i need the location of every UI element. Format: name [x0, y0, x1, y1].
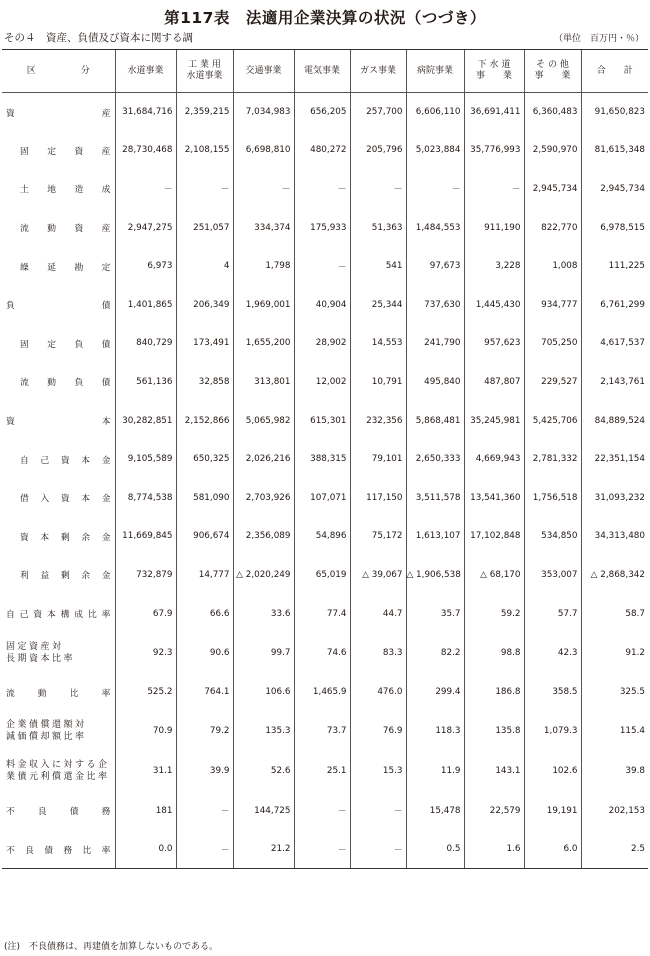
- row-label-text: 不 良 債 務 比 率: [6, 845, 111, 856]
- table-cell: 15.3: [350, 751, 406, 791]
- table-cell: 4: [176, 247, 233, 286]
- footnote: (注) 不良債務は、再建債を加算しないものである。: [4, 942, 219, 952]
- financial-table: [2, 49, 648, 869]
- table-cell: 358.5: [524, 673, 581, 712]
- table-cell: 31,684,716: [115, 93, 176, 132]
- table-cell: 173,491: [176, 324, 233, 363]
- row-label: [2, 673, 115, 712]
- table-cell: 1.6: [464, 830, 524, 869]
- table-row: [2, 791, 648, 830]
- table-cell: 822,770: [524, 208, 581, 247]
- header-col: 水道事業: [115, 50, 176, 93]
- table-cell: 21.2: [233, 830, 294, 869]
- table-cell: 934,777: [524, 285, 581, 324]
- table-cell: 581,090: [176, 478, 233, 517]
- table-row: [2, 633, 648, 673]
- table-row: [2, 93, 648, 132]
- header-col: 下 水 道 事 業: [464, 50, 524, 93]
- table-cell: 14,553: [350, 324, 406, 363]
- row-label: [2, 363, 115, 402]
- table-cell: 84,889,524: [581, 401, 648, 440]
- table-row: [2, 830, 648, 869]
- table-cell: 495,840: [406, 363, 464, 402]
- row-label: [2, 751, 115, 791]
- table-cell: 34,313,480: [581, 517, 648, 556]
- table-cell: 205,796: [350, 131, 406, 170]
- table-cell: 1,969,001: [233, 285, 294, 324]
- table-cell: 52.6: [233, 751, 294, 791]
- table-cell: 732,879: [115, 556, 176, 595]
- table-cell: 14,777: [176, 556, 233, 595]
- table-body: [2, 93, 648, 869]
- table-title: 第117表 法適用企業決算の状況（つづき）: [164, 9, 486, 27]
- table-cell: －: [406, 170, 464, 209]
- table-cell: 2,945,734: [524, 170, 581, 209]
- table-cell: 313,801: [233, 363, 294, 402]
- table-cell: 90.6: [176, 633, 233, 673]
- table-cell: 92.3: [115, 633, 176, 673]
- table-cell: 186.8: [464, 673, 524, 712]
- table-cell: 35.7: [406, 594, 464, 633]
- table-cell: 2,781,332: [524, 440, 581, 479]
- table-cell: 0.5: [406, 830, 464, 869]
- row-label-text: 固 定 資 産: [20, 146, 111, 157]
- row-label-text: 固 定 負 債: [20, 339, 111, 350]
- row-label-text: 流 動 比 率: [6, 688, 111, 699]
- table-cell: 5,868,481: [406, 401, 464, 440]
- table-row: [2, 556, 648, 595]
- table-cell: －: [294, 830, 350, 869]
- table-cell: 6.0: [524, 830, 581, 869]
- table-row: [2, 673, 648, 712]
- table-cell: 135.3: [233, 711, 294, 751]
- table-cell: 911,190: [464, 208, 524, 247]
- row-label: [2, 324, 115, 363]
- table-cell: 1,079.3: [524, 711, 581, 751]
- table-cell: 82.2: [406, 633, 464, 673]
- table-cell: 2.5: [581, 830, 648, 869]
- table-cell: 36,691,411: [464, 93, 524, 132]
- table-cell: －: [294, 247, 350, 286]
- table-cell: 102.6: [524, 751, 581, 791]
- row-label: [2, 131, 115, 170]
- table-cell: 13,541,360: [464, 478, 524, 517]
- table-cell: －: [233, 170, 294, 209]
- table-cell: 77.4: [294, 594, 350, 633]
- table-cell: 181: [115, 791, 176, 830]
- table-cell: 7,034,983: [233, 93, 294, 132]
- table-cell: 561,136: [115, 363, 176, 402]
- table-cell: 81,615,348: [581, 131, 648, 170]
- table-cell: 57.7: [524, 594, 581, 633]
- table-cell: 106.6: [233, 673, 294, 712]
- table-cell: 1,484,553: [406, 208, 464, 247]
- row-label: [2, 478, 115, 517]
- row-label: [2, 247, 115, 286]
- table-cell: △ 68,170: [464, 556, 524, 595]
- table-cell: 325.5: [581, 673, 648, 712]
- table-cell: 5,065,982: [233, 401, 294, 440]
- table-cell: 22,351,154: [581, 440, 648, 479]
- table-cell: 115.4: [581, 711, 648, 751]
- header-col: 交通事業: [233, 50, 294, 93]
- table-cell: 1,465.9: [294, 673, 350, 712]
- table-cell: 6,360,483: [524, 93, 581, 132]
- table-cell: 9,105,589: [115, 440, 176, 479]
- table-cell: 840,729: [115, 324, 176, 363]
- table-cell: 2,650,333: [406, 440, 464, 479]
- header-col: ガス事業: [350, 50, 406, 93]
- table-cell: 525.2: [115, 673, 176, 712]
- table-cell: 737,630: [406, 285, 464, 324]
- table-cell: 25.1: [294, 751, 350, 791]
- table-cell: 35,245,981: [464, 401, 524, 440]
- table-cell: 705,250: [524, 324, 581, 363]
- row-label: [2, 791, 115, 830]
- table-cell: 6,606,110: [406, 93, 464, 132]
- table-cell: 76.9: [350, 711, 406, 751]
- table-cell: 241,790: [406, 324, 464, 363]
- table-cell: 51,363: [350, 208, 406, 247]
- table-cell: 353,007: [524, 556, 581, 595]
- table-cell: 17,102,848: [464, 517, 524, 556]
- table-cell: 1,008: [524, 247, 581, 286]
- table-cell: 334,374: [233, 208, 294, 247]
- row-label: [2, 93, 115, 132]
- row-label-text: 負 債: [6, 301, 111, 312]
- table-cell: 202,153: [581, 791, 648, 830]
- row-label: [2, 401, 115, 440]
- table-cell: 54,896: [294, 517, 350, 556]
- table-cell: －: [176, 830, 233, 869]
- table-cell: 91,650,823: [581, 93, 648, 132]
- table-cell: 0.0: [115, 830, 176, 869]
- table-cell: 42.3: [524, 633, 581, 673]
- table-cell: 65,019: [294, 556, 350, 595]
- header-col: 電気事業: [294, 50, 350, 93]
- table-cell: 3,228: [464, 247, 524, 286]
- table-cell: 70.9: [115, 711, 176, 751]
- row-label: [2, 517, 115, 556]
- table-cell: 25,344: [350, 285, 406, 324]
- table-cell: 144,725: [233, 791, 294, 830]
- table-cell: 12,002: [294, 363, 350, 402]
- table-cell: 15,478: [406, 791, 464, 830]
- table-cell: 534,850: [524, 517, 581, 556]
- table-cell: 764.1: [176, 673, 233, 712]
- row-label-text: 借 入 資 本 金: [20, 494, 111, 505]
- row-label-text: 利 益 剰 余 金: [20, 571, 111, 582]
- table-cell: 2,590,970: [524, 131, 581, 170]
- table-row: [2, 170, 648, 209]
- table-cell: 19,191: [524, 791, 581, 830]
- table-row: [2, 324, 648, 363]
- table-cell: －: [350, 170, 406, 209]
- table-cell: 31,093,232: [581, 478, 648, 517]
- row-label: [2, 285, 115, 324]
- table-cell: 1,655,200: [233, 324, 294, 363]
- table-cell: 10,791: [350, 363, 406, 402]
- table-cell: 135.8: [464, 711, 524, 751]
- table-cell: 5,023,884: [406, 131, 464, 170]
- table-cell: 31.1: [115, 751, 176, 791]
- table-cell: 4,669,943: [464, 440, 524, 479]
- table-cell: －: [350, 791, 406, 830]
- row-label: [2, 830, 115, 869]
- table-cell: 97,673: [406, 247, 464, 286]
- row-label: [2, 440, 115, 479]
- table-cell: 40,904: [294, 285, 350, 324]
- row-label: [2, 633, 115, 673]
- row-label-text: 自 己 資 本 金: [20, 455, 111, 466]
- table-cell: 2,703,926: [233, 478, 294, 517]
- row-label-text: 流 動 資 産: [20, 224, 111, 235]
- table-cell: 6,978,515: [581, 208, 648, 247]
- table-cell: 229,527: [524, 363, 581, 402]
- table-cell: 44.7: [350, 594, 406, 633]
- table-subtitle: その４ 資産、負債及び資本に関する調: [4, 32, 193, 44]
- table-cell: 6,761,299: [581, 285, 648, 324]
- table-cell: －: [176, 170, 233, 209]
- row-label: [2, 556, 115, 595]
- table-cell: 111,225: [581, 247, 648, 286]
- table-cell: 6,973: [115, 247, 176, 286]
- table-cell: △ 2,868,342: [581, 556, 648, 595]
- table-cell: △ 39,067: [350, 556, 406, 595]
- table-row: [2, 247, 648, 286]
- table-cell: 107,071: [294, 478, 350, 517]
- row-label-text: 資 本 剰 余 金: [20, 532, 111, 543]
- row-label-text: 繰 延 勘 定: [20, 262, 111, 273]
- header-category: 区 分: [2, 50, 115, 93]
- table-row: [2, 594, 648, 633]
- header-row: [2, 50, 648, 93]
- row-label-text: 企業債償還額対 減価償却額比率: [6, 720, 87, 743]
- table-cell: 6,698,810: [233, 131, 294, 170]
- table-cell: 117,150: [350, 478, 406, 517]
- table-row: [2, 208, 648, 247]
- table-cell: 30,282,851: [115, 401, 176, 440]
- row-label-text: 料金収入に対する企 業債元利償還金比率: [6, 760, 110, 783]
- row-label: [2, 208, 115, 247]
- row-label-text: 土 地 造 成: [20, 185, 111, 196]
- row-label-text: 資 産: [6, 108, 111, 119]
- table-cell: 11.9: [406, 751, 464, 791]
- table-cell: 487,807: [464, 363, 524, 402]
- table-cell: 1,445,430: [464, 285, 524, 324]
- table-cell: 2,143,761: [581, 363, 648, 402]
- table-cell: 79,101: [350, 440, 406, 479]
- table-row: [2, 440, 648, 479]
- table-cell: 2,359,215: [176, 93, 233, 132]
- table-cell: 99.7: [233, 633, 294, 673]
- table-cell: 59.2: [464, 594, 524, 633]
- table-cell: 1,798: [233, 247, 294, 286]
- table-cell: 1,401,865: [115, 285, 176, 324]
- row-label-text: 流 動 負 債: [20, 378, 111, 389]
- table-cell: 257,700: [350, 93, 406, 132]
- table-cell: 22,579: [464, 791, 524, 830]
- table-row: [2, 751, 648, 791]
- table-cell: 8,774,538: [115, 478, 176, 517]
- table-cell: 79.2: [176, 711, 233, 751]
- table-cell: －: [350, 830, 406, 869]
- table-row: [2, 363, 648, 402]
- table-cell: 2,356,089: [233, 517, 294, 556]
- row-label: [2, 594, 115, 633]
- table-row: [2, 401, 648, 440]
- table-cell: 74.6: [294, 633, 350, 673]
- header-col: そ の 他 事 業: [524, 50, 581, 93]
- table-row: [2, 478, 648, 517]
- row-label: [2, 170, 115, 209]
- table-cell: 656,205: [294, 93, 350, 132]
- table-cell: 28,730,468: [115, 131, 176, 170]
- table-cell: 957,623: [464, 324, 524, 363]
- table-cell: 35,776,993: [464, 131, 524, 170]
- table-row: [2, 131, 648, 170]
- table-cell: 906,674: [176, 517, 233, 556]
- row-label-text: 自 己 資 本 構 成 比 率: [6, 610, 111, 621]
- table-cell: 143.1: [464, 751, 524, 791]
- table-cell: 175,933: [294, 208, 350, 247]
- table-cell: －: [464, 170, 524, 209]
- table-cell: 480,272: [294, 131, 350, 170]
- row-label-text: 固定資産対 長期資本比率: [6, 641, 76, 664]
- table-cell: 541: [350, 247, 406, 286]
- table-cell: 232,356: [350, 401, 406, 440]
- table-cell: 75,172: [350, 517, 406, 556]
- table-cell: 2,152,866: [176, 401, 233, 440]
- table-row: [2, 285, 648, 324]
- table-cell: －: [294, 170, 350, 209]
- table-cell: 28,902: [294, 324, 350, 363]
- table-cell: 39.9: [176, 751, 233, 791]
- table-cell: 73.7: [294, 711, 350, 751]
- table-row: [2, 711, 648, 751]
- row-label-text: 資 本: [6, 417, 111, 428]
- table-cell: 206,349: [176, 285, 233, 324]
- table-cell: 11,669,845: [115, 517, 176, 556]
- header-col: 工 業 用 水道事業: [176, 50, 233, 93]
- table-cell: 67.9: [115, 594, 176, 633]
- table-cell: 4,617,537: [581, 324, 648, 363]
- table-cell: 2,108,155: [176, 131, 233, 170]
- table-cell: 32,858: [176, 363, 233, 402]
- table-cell: 39.8: [581, 751, 648, 791]
- table-cell: 83.3: [350, 633, 406, 673]
- table-cell: －: [115, 170, 176, 209]
- table-row: [2, 517, 648, 556]
- table-cell: 388,315: [294, 440, 350, 479]
- table-cell: 118.3: [406, 711, 464, 751]
- table-cell: 2,026,216: [233, 440, 294, 479]
- table-cell: 3,511,578: [406, 478, 464, 517]
- table-cell: 299.4: [406, 673, 464, 712]
- header-col: 病院事業: [406, 50, 464, 93]
- table-cell: 2,947,275: [115, 208, 176, 247]
- row-label-text: 不 良 債 務: [6, 807, 111, 818]
- table-cell: 251,057: [176, 208, 233, 247]
- table-cell: 1,756,518: [524, 478, 581, 517]
- table-cell: 98.8: [464, 633, 524, 673]
- table-cell: 91.2: [581, 633, 648, 673]
- table-cell: 33.6: [233, 594, 294, 633]
- table-cell: 650,325: [176, 440, 233, 479]
- table-cell: △ 1,906,538: [406, 556, 464, 595]
- row-label: [2, 711, 115, 751]
- table-cell: 476.0: [350, 673, 406, 712]
- table-cell: －: [294, 791, 350, 830]
- table-cell: 66.6: [176, 594, 233, 633]
- table-cell: －: [176, 791, 233, 830]
- table-cell: △ 2,020,249: [233, 556, 294, 595]
- unit-label: （単位 百万円・％）: [553, 34, 644, 44]
- table-cell: 615,301: [294, 401, 350, 440]
- table-cell: 2,945,734: [581, 170, 648, 209]
- table-cell: 5,425,706: [524, 401, 581, 440]
- table-cell: 1,613,107: [406, 517, 464, 556]
- header-col: 合 計: [581, 50, 648, 93]
- table-cell: 58.7: [581, 594, 648, 633]
